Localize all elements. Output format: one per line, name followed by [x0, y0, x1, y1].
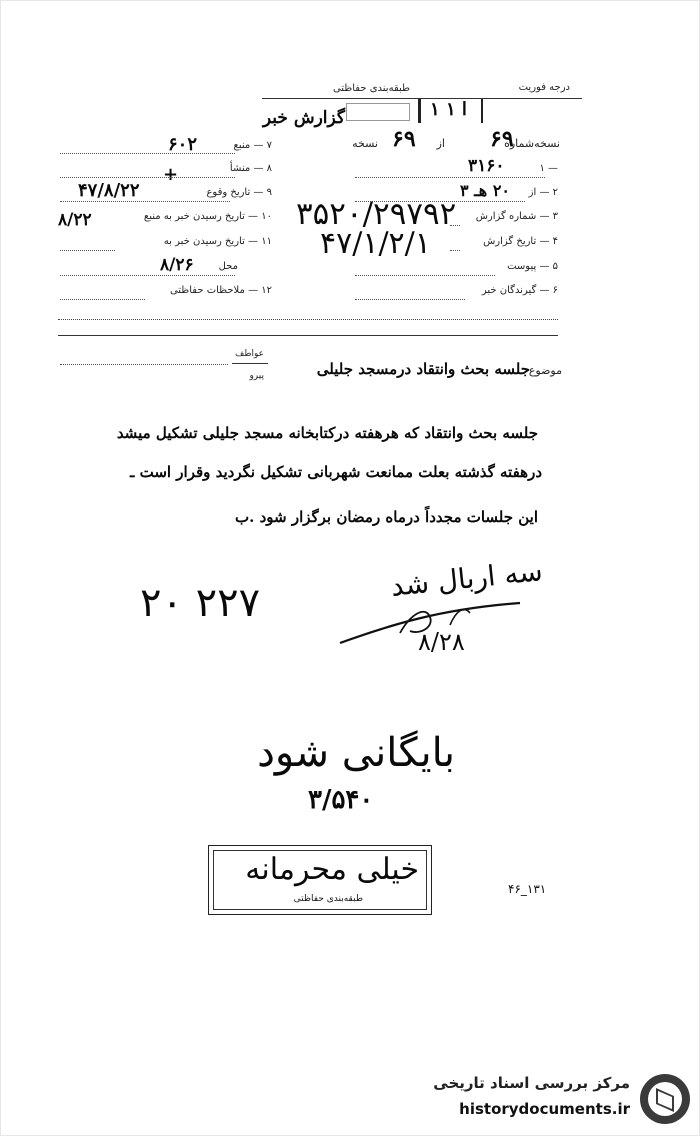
field-place-label: محل: [218, 261, 238, 272]
field-1-label: ۱ —: [539, 163, 558, 174]
copy-label: نسخه‌شماره: [504, 137, 560, 150]
field-2-value: ۲۰ هـ ۳: [459, 181, 510, 200]
watermark-org: مرکز بررسی اسناد تاریخی: [433, 1074, 630, 1092]
field-10-value: ۸/۲۲: [58, 210, 92, 230]
report-number-handwritten: ۳۵۲۰/۲۹۷۹۲: [296, 196, 457, 232]
field-5-dots: [355, 275, 495, 276]
classification-top: طبقه‌بندی حفاظتی: [332, 83, 410, 94]
field-7-dots: [60, 153, 235, 154]
field-8-label: ۸ — منشأ: [229, 163, 272, 174]
report-date-handwritten: ۴۷/۱/۲/۱: [320, 226, 431, 261]
body-line-3: این جلسات مجدداً درماه رمضان برگزار شود .ب: [235, 508, 538, 526]
field-8-dots: [60, 177, 235, 178]
subject-side-top: عواطف: [235, 349, 264, 359]
watermark: [396, 1068, 696, 1130]
priority-stamp: [338, 97, 488, 127]
subject-label: موضوع: [528, 364, 562, 377]
field-9-value: ۴۷/۸/۲۲: [78, 180, 140, 201]
left-handwritten-numbers: ۲۰ ۲۲۷: [140, 580, 261, 626]
field-1-dots: [355, 177, 545, 178]
field-11-dots: [60, 250, 115, 251]
of-label: از: [436, 137, 445, 150]
field-12-dots: [60, 299, 145, 300]
field-3-label: ۳ — شماره گزارش: [475, 211, 558, 222]
copy-total: ۶۹: [392, 126, 416, 152]
field-5-label: ۵ — پیوست: [507, 261, 558, 272]
field-11-label: ۱۱ — تاریخ رسیدن خبر به: [163, 236, 272, 247]
form-title: گزارش خبر: [262, 108, 345, 128]
field-7-value: ۶۰۲: [168, 134, 198, 155]
body-line-2: درهفته گذشته بعلت ممانعت شهربانی تشکیل نگردید وقرار است ـ: [130, 463, 542, 481]
field-9-dots: [60, 201, 230, 202]
archive-number: ۳/۵۴۰: [308, 785, 374, 815]
field-6-label: ۶ — گیرندگان خبر: [481, 285, 558, 296]
right-handwritten-date: ۸/۲۸: [418, 628, 465, 656]
field-10-label: ۱۰ — تاریخ رسیدن خبر به منبع: [143, 211, 272, 222]
copy-number: ۶۹: [490, 126, 514, 152]
field-6-dots: [355, 299, 465, 300]
field-place-value: ۸/۲۶: [160, 255, 194, 275]
stamp-main: خیلی محرمانه: [245, 852, 419, 887]
subject-text: جلسه بحث وانتقاد درمسجد جلیلی: [316, 360, 530, 378]
archive-note: بایگانی شود: [257, 730, 455, 776]
field-8-value: +: [163, 164, 179, 185]
body-line-1: جلسه بحث وانتقاد که هرهفته درکتابخانه مسجد جلیلی تشکیل میشد: [116, 424, 538, 442]
separator-solid: [58, 335, 558, 336]
field-2-label: ۲ — از: [528, 187, 558, 198]
priority-label: درجه فوریت: [518, 82, 570, 93]
field-7-label: ۷ — منبع: [233, 140, 272, 151]
archive-logo-icon: [638, 1072, 692, 1126]
field-place-dots: [60, 275, 235, 276]
copy-word: نسخه: [352, 137, 378, 150]
field-4-label: ۴ — تاریخ گزارش: [483, 236, 558, 247]
stamp-sub: طبقه‌بندی حفاظتی: [293, 894, 363, 904]
field-4-dots: [450, 250, 460, 251]
field-9-label: ۹ — تاریخ وقوع: [206, 187, 272, 198]
stamp-handwritten: ا ۱ ۱: [430, 99, 467, 120]
field-12-label: ۱۲ — ملاحظات حفاظتی: [169, 285, 272, 296]
form-code: ۴۶_۱۳۱: [508, 882, 547, 896]
watermark-site: historydocuments.ir: [459, 1100, 630, 1118]
field-1-value: ۳۱۶۰: [468, 156, 505, 176]
separator-dotted: [58, 319, 558, 320]
subject-left-dots: [60, 364, 228, 365]
subject-side-rule: [232, 363, 268, 364]
subject-side-bottom: پیرو: [249, 371, 264, 381]
classification-stamp: [208, 845, 432, 915]
right-handwritten-note: سه اربال شد: [388, 554, 544, 603]
